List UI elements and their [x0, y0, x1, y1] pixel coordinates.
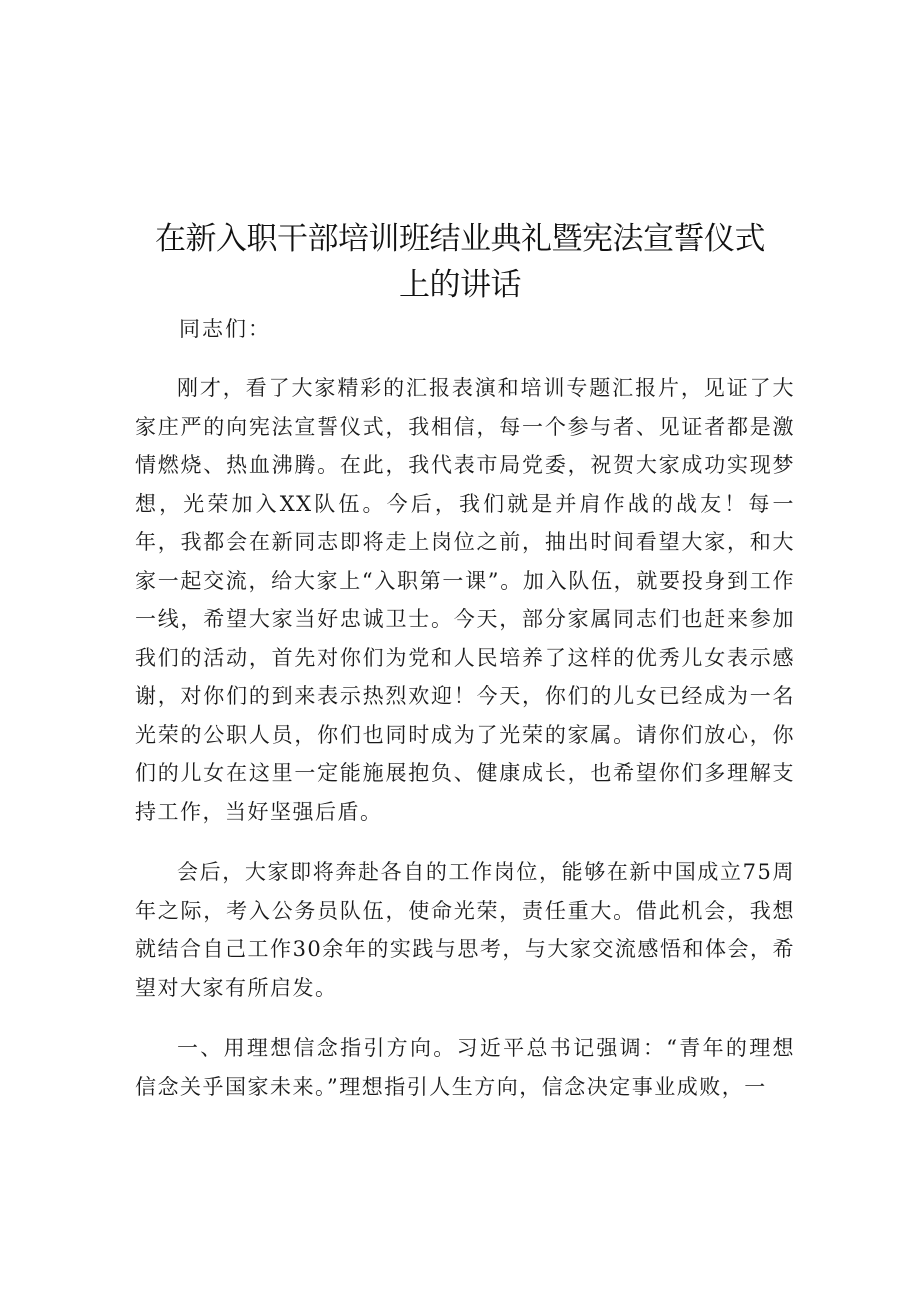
- document-title: [120, 216, 800, 308]
- salutation: 同志们：: [179, 317, 271, 341]
- title-line-1: 在新入职干部培训班结业典礼暨宪法宣誓仪式: [155, 221, 765, 257]
- title-line-2: 上的讲话: [399, 267, 521, 303]
- paragraph-section-one: 一、用理想信念指引方向。习近平总书记强调：“青年的理想信念关乎国家未来。”理想指引人生方向，信念决定事业成败，一: [135, 1036, 795, 1099]
- paragraph-opening: 刚才，看了大家精彩的汇报表演和培训专题汇报片，见证了大家庄严的向宪法宣誓仪式，我相信，每一个参与者、见证者都是激情燃烧、热血沸腾。在此，我代表市局党委，祝贺大家成功实现梦想，光荣加入XX队伍。今后，我们就是并肩作战的战友！每一年，我都会在新同志即将走上岗位之前，抽出时间看望大家，和大家一起交流，给大家上“入职第一课”。加入队伍，就要投身到工作一线，希望大家当好忠诚卫士。今天，部分家属同志们也赶来参加我们的活动，首先对你们为党和人民培养了这样的优秀儿女表示感谢，对你们的到来表示热烈欢迎！今天，你们的儿女已经成为一名光荣的公职人员，你们也同时成为了光荣的家属。请你们放心，你们的儿女在这里一定能施展抱负、健康成长，也希望你们多理解支持工作，当好坚强后盾。: [135, 376, 795, 824]
- document-body: [135, 311, 795, 1128]
- paragraph-intro: 会后，大家即将奔赴各自的工作岗位，能够在新中国成立75周年之际，考入公务员队伍，使命光荣，责任重大。借此机会，我想就结合自己工作30余年的实践与思考，与大家交流感悟和体会，希望对大家有所启发。: [135, 860, 795, 1000]
